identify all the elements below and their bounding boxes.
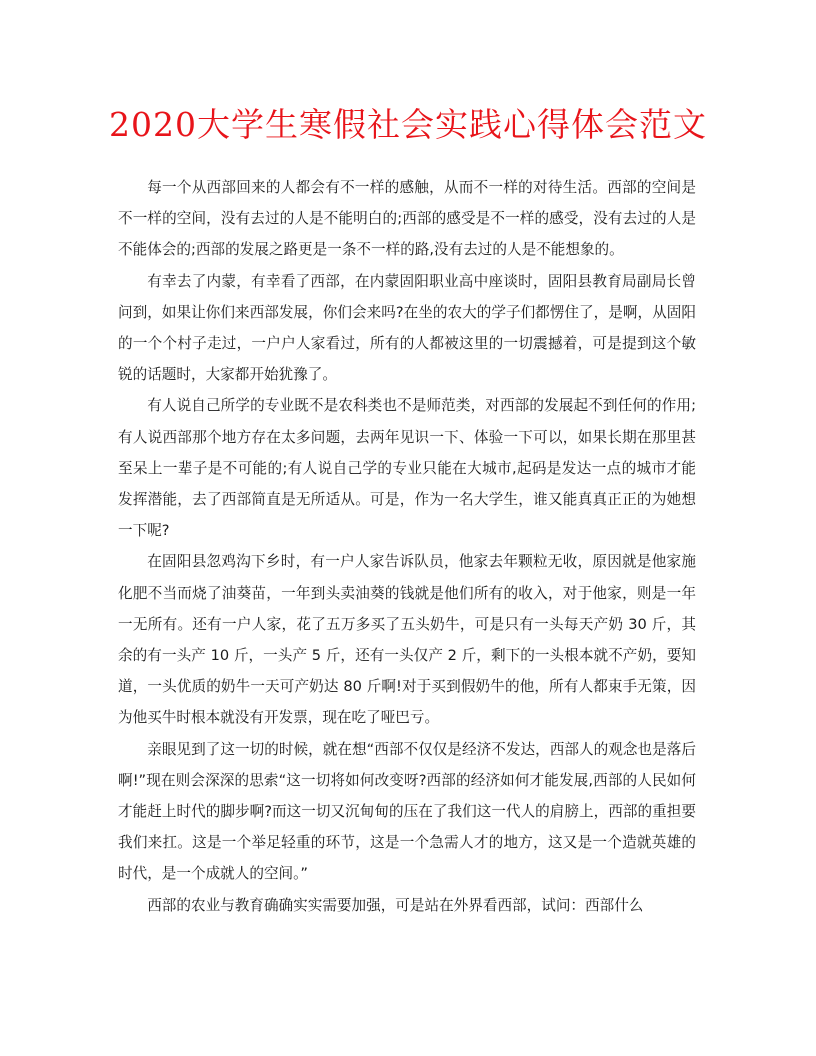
paragraph: 每一个从西部回来的人都会有不一样的感触，从而不一样的对待生活。西部的空间是不一样的空间，没有去过的人是不能明白的;西部的感受是不一样的感受，没有去过的人是不能体会的;西部的发展之路更是一条不一样的路,没有去过的人是不能想象的。: [118, 179, 696, 259]
document-body: [118, 172, 696, 921]
document-title: 2020大学生寒假社会实践心得体会范文: [109, 105, 707, 144]
paragraph: 有人说自己所学的专业既不是农科类也不是师范类，对西部的发展起不到任何的作用;有人说西部那个地方存在太多问题，去两年见识一下、体验一下可以，如果长期在那里甚至呆上一辈子是不可能的;有人说自己学的专业只能在大城市,起码是发达一点的城市才能发挥潜能，去了西部简直是无所适从。可是，作为一名大学生，谁又能真真正正的为她想一下呢?: [118, 397, 696, 540]
paragraph: 在固阳县忽鸡沟下乡时，有一户人家告诉队员，他家去年颗粒无收，原因就是他家施化肥不当而烧了油葵苗，一年到头卖油葵的钱就是他们所有的收入，对于他家，则是一年一无所有。还有一户人家，花了五万多买了五头奶牛，可是只有一头每天产奶 30 斤，其余的有一头产 10 斤，一头产 5 斤，还有一头仅产 2 斤，剩下的一头根本就不产奶，要知道，一头优质的奶牛一天可产奶达 80 斤啊!对于买到假奶牛的他，所有人都束手无策，因为他买牛时根本就没有开发票，现在吃了哑巴亏。: [118, 553, 696, 727]
paragraph: 西部的农业与教育确确实实需要加强，可是站在外界看西部，试问：西部什么: [147, 896, 644, 914]
paragraph: 亲眼见到了这一切的时候，就在想“西部不仅仅是经济不发达，西部人的观念也是落后啊!”现在则会深深的思索“这一切将如何改变呀?西部的经济如何才能发展,西部的人民如何才能赶上时代的脚步啊?而这一切又沉甸甸的压在了我们这一代人的肩膀上，西部的重担要我们来扛。这是一个举足轻重的环节，这是一个急需人才的地方，这又是一个造就英雄的时代，是一个成就人的空间。”: [118, 740, 696, 883]
paragraph: 有幸去了内蒙，有幸看了西部，在内蒙固阳职业高中座谈时，固阳县教育局副局长曾问到，如果让你们来西部发展，你们会来吗?在坐的农大的学子们都愣住了，是啊，从固阳的一个个村子走过，一户户人家看过，所有的人都被这里的一切震撼着，可是提到这个敏锐的话题时，大家都开始犹豫了。: [118, 272, 696, 384]
